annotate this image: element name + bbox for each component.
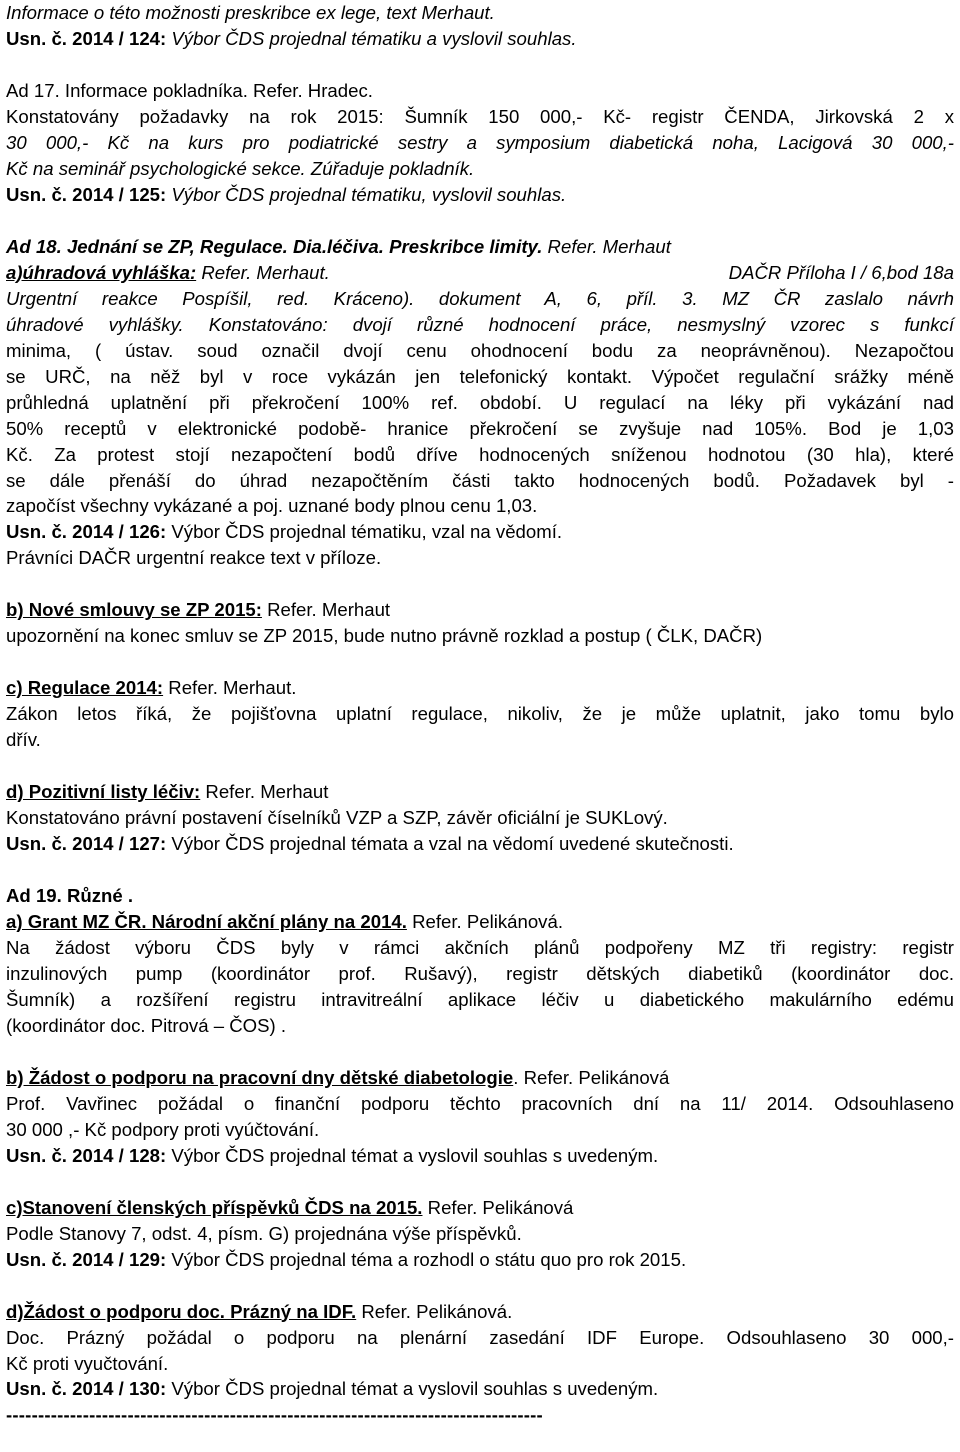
text-line: 30 000 ,- Kč podpory proti vyúčtování. [6, 1118, 320, 1140]
text-line: inzulinových pump (koordinátor prof. Rušavý), registr dětských diabetiků (koordinátor doc. [6, 962, 954, 984]
text-line: Konstatováno právní postavení číselníků VZP a SZP, závěr oficiální je SUKLový. [6, 807, 668, 829]
text-line: se dále přenáší do úhrad nezapočtěním části takto hodnocených bodů. Požadavek byl - [6, 469, 954, 491]
text-line: 50% receptů v elektronické podobě- hranice překročení se zvyšuje nad 105%. Bod je 1,03 [6, 417, 954, 439]
text-line: Informace o této možnosti preskribce ex lege, text Merhaut. [6, 2, 495, 23]
resolution-line: Usn. č. 2014 / 130: Výbor ČDS projednal témat a vyslovil souhlas s uvedeným. [6, 1378, 659, 1400]
text-line: Na žádost výboru ČDS byly v rámci akčních plánů podpořeny MZ tři registry: registr [6, 936, 954, 958]
subsection-heading: b) Žádost o podporu na pracovní dny dětské diabetologie. Refer. Pelikánová [6, 1066, 670, 1088]
text-line: Urgentní reakce Pospíšil, red. Kráceno). dokument A, 6, příl. 3. MZ ČR zaslalo návrh [6, 287, 954, 309]
text-line: Šumník) a rozšíření registru intravitreální aplikace léčiv u diabetického makulárního edému [6, 988, 954, 1010]
subsection-heading: a)úhradová vyhláška: Refer. Merhaut. DAČR Příloha I / 6,bod 18a [6, 261, 954, 283]
subsection-heading: d) Pozitivní listy léčiv: Refer. Merhaut [6, 781, 329, 803]
text-line: Doc. Prázný požádal o podporu na plenární zasedání IDF Europe. Odsouhlaseno 30 000,- [6, 1326, 954, 1348]
text-line: upozornění na konec smluv se ZP 2015, bude nutno právně rozklad a postup ( ČLK, DAČR) [6, 625, 763, 647]
resolution-line: Usn. č. 2014 / 128: Výbor ČDS projednal témat a vyslovil souhlas s uvedeným. [6, 1144, 659, 1166]
resolution-line: Usn. č. 2014 / 127: Výbor ČDS projednal témata a vzal na vědomí uvedené skutečnosti. [6, 833, 734, 855]
text-line: úhradové vyhlášky. Konstatováno: dvojí různé hodnocení práce, nesmyslný vzorec s funkcí [6, 313, 954, 335]
subsection-heading: a) Grant MZ ČR. Národní akční plány na 2014. Refer. Pelikánová. [6, 911, 563, 932]
separator-line: ------------------------------------------------------------------------------------ [6, 1404, 543, 1426]
section-heading: Ad 17. Informace pokladníka. Refer. Hradec. [6, 79, 373, 101]
text-line: se URČ, na něž byl v roce vykázán jen telefonický kontakt. Výpočet regulační srážky méně [6, 365, 954, 387]
text-line: (koordinátor doc. Pitrová – ČOS) . [6, 1014, 287, 1036]
text-line: Podle Stanovy 7, odst. 4, písm. G) projednána výše příspěvků. [6, 1222, 522, 1244]
text-line: minima, ( ústav. soud označil dvojí cenu ohodnocení bodu za neoprávněnou). Nezapočtou [6, 339, 954, 361]
resolution-line: Usn. č. 2014 / 124: Výbor ČDS projednal tématiku a vyslovil souhlas. [6, 28, 577, 49]
resolution-line: Usn. č. 2014 / 126: Výbor ČDS projednal tématiku, vzal na vědomí. [6, 521, 563, 543]
section-heading: Ad 18. Jednání se ZP, Regulace. Dia.léčiva. Preskribce limity. Refer. Merhaut [6, 235, 671, 257]
text-line: dřív. [6, 729, 41, 751]
text-line: 30 000,- Kč na kurs pro podiatrické sestry a symposium diabetická noha, Lacigová 30 000,- [6, 131, 954, 153]
text-line: průhledná uplatnění při překročení 100% ref. období. U regulací na léky při vykázání nad [6, 391, 954, 413]
text-line: Kč proti vyučtování. [6, 1352, 169, 1374]
resolution-line: Usn. č. 2014 / 129: Výbor ČDS projednal téma a rozhodl o státu quo pro rok 2015. [6, 1248, 687, 1270]
section-heading: Ad 19. Různé . [6, 885, 134, 906]
subsection-heading: c)Stanovení členských příspěvků ČDS na 2015. Refer. Pelikánová [6, 1196, 574, 1218]
text-line: Konstatovány požadavky na rok 2015: Šumník 150 000,- Kč- registr ČENDA, Jirkovská 2 x [6, 105, 954, 127]
subsection-heading: c) Regulace 2014: Refer. Merhaut. [6, 677, 297, 699]
text-line: Zákon letos říká, že pojišťovna uplatní regulace, nikoliv, že je může uplatnit, jako tomu bylo [6, 703, 954, 725]
text-line: Kč. Za protest stojí nezapočtení bodů dříve hodnocených sníženou hodnotou (30 hla), které [6, 443, 954, 465]
subsection-heading: b) Nové smlouvy se ZP 2015: Refer. Merhaut [6, 599, 391, 621]
text-line: započíst všechny vykázané a poj. uznané body plnou cenu 1,03. [6, 495, 538, 517]
text-line: Kč na seminář psychologické sekce. Zúřaduje pokladník. [6, 157, 475, 179]
resolution-line: Usn. č. 2014 / 125: Výbor ČDS projednal tématiku, vyslovil souhlas. [6, 183, 567, 205]
text-line: Právníci DAČR urgentní reakce text v příloze. [6, 547, 382, 569]
text-line: Prof. Vavřinec požádal o finanční podporu těchto pracovních dní na 11/ 2014. Odsouhlaseno [6, 1092, 954, 1114]
subsection-heading: d)Žádost o podporu doc. Prázný na IDF. Refer. Pelikánová. [6, 1300, 513, 1322]
